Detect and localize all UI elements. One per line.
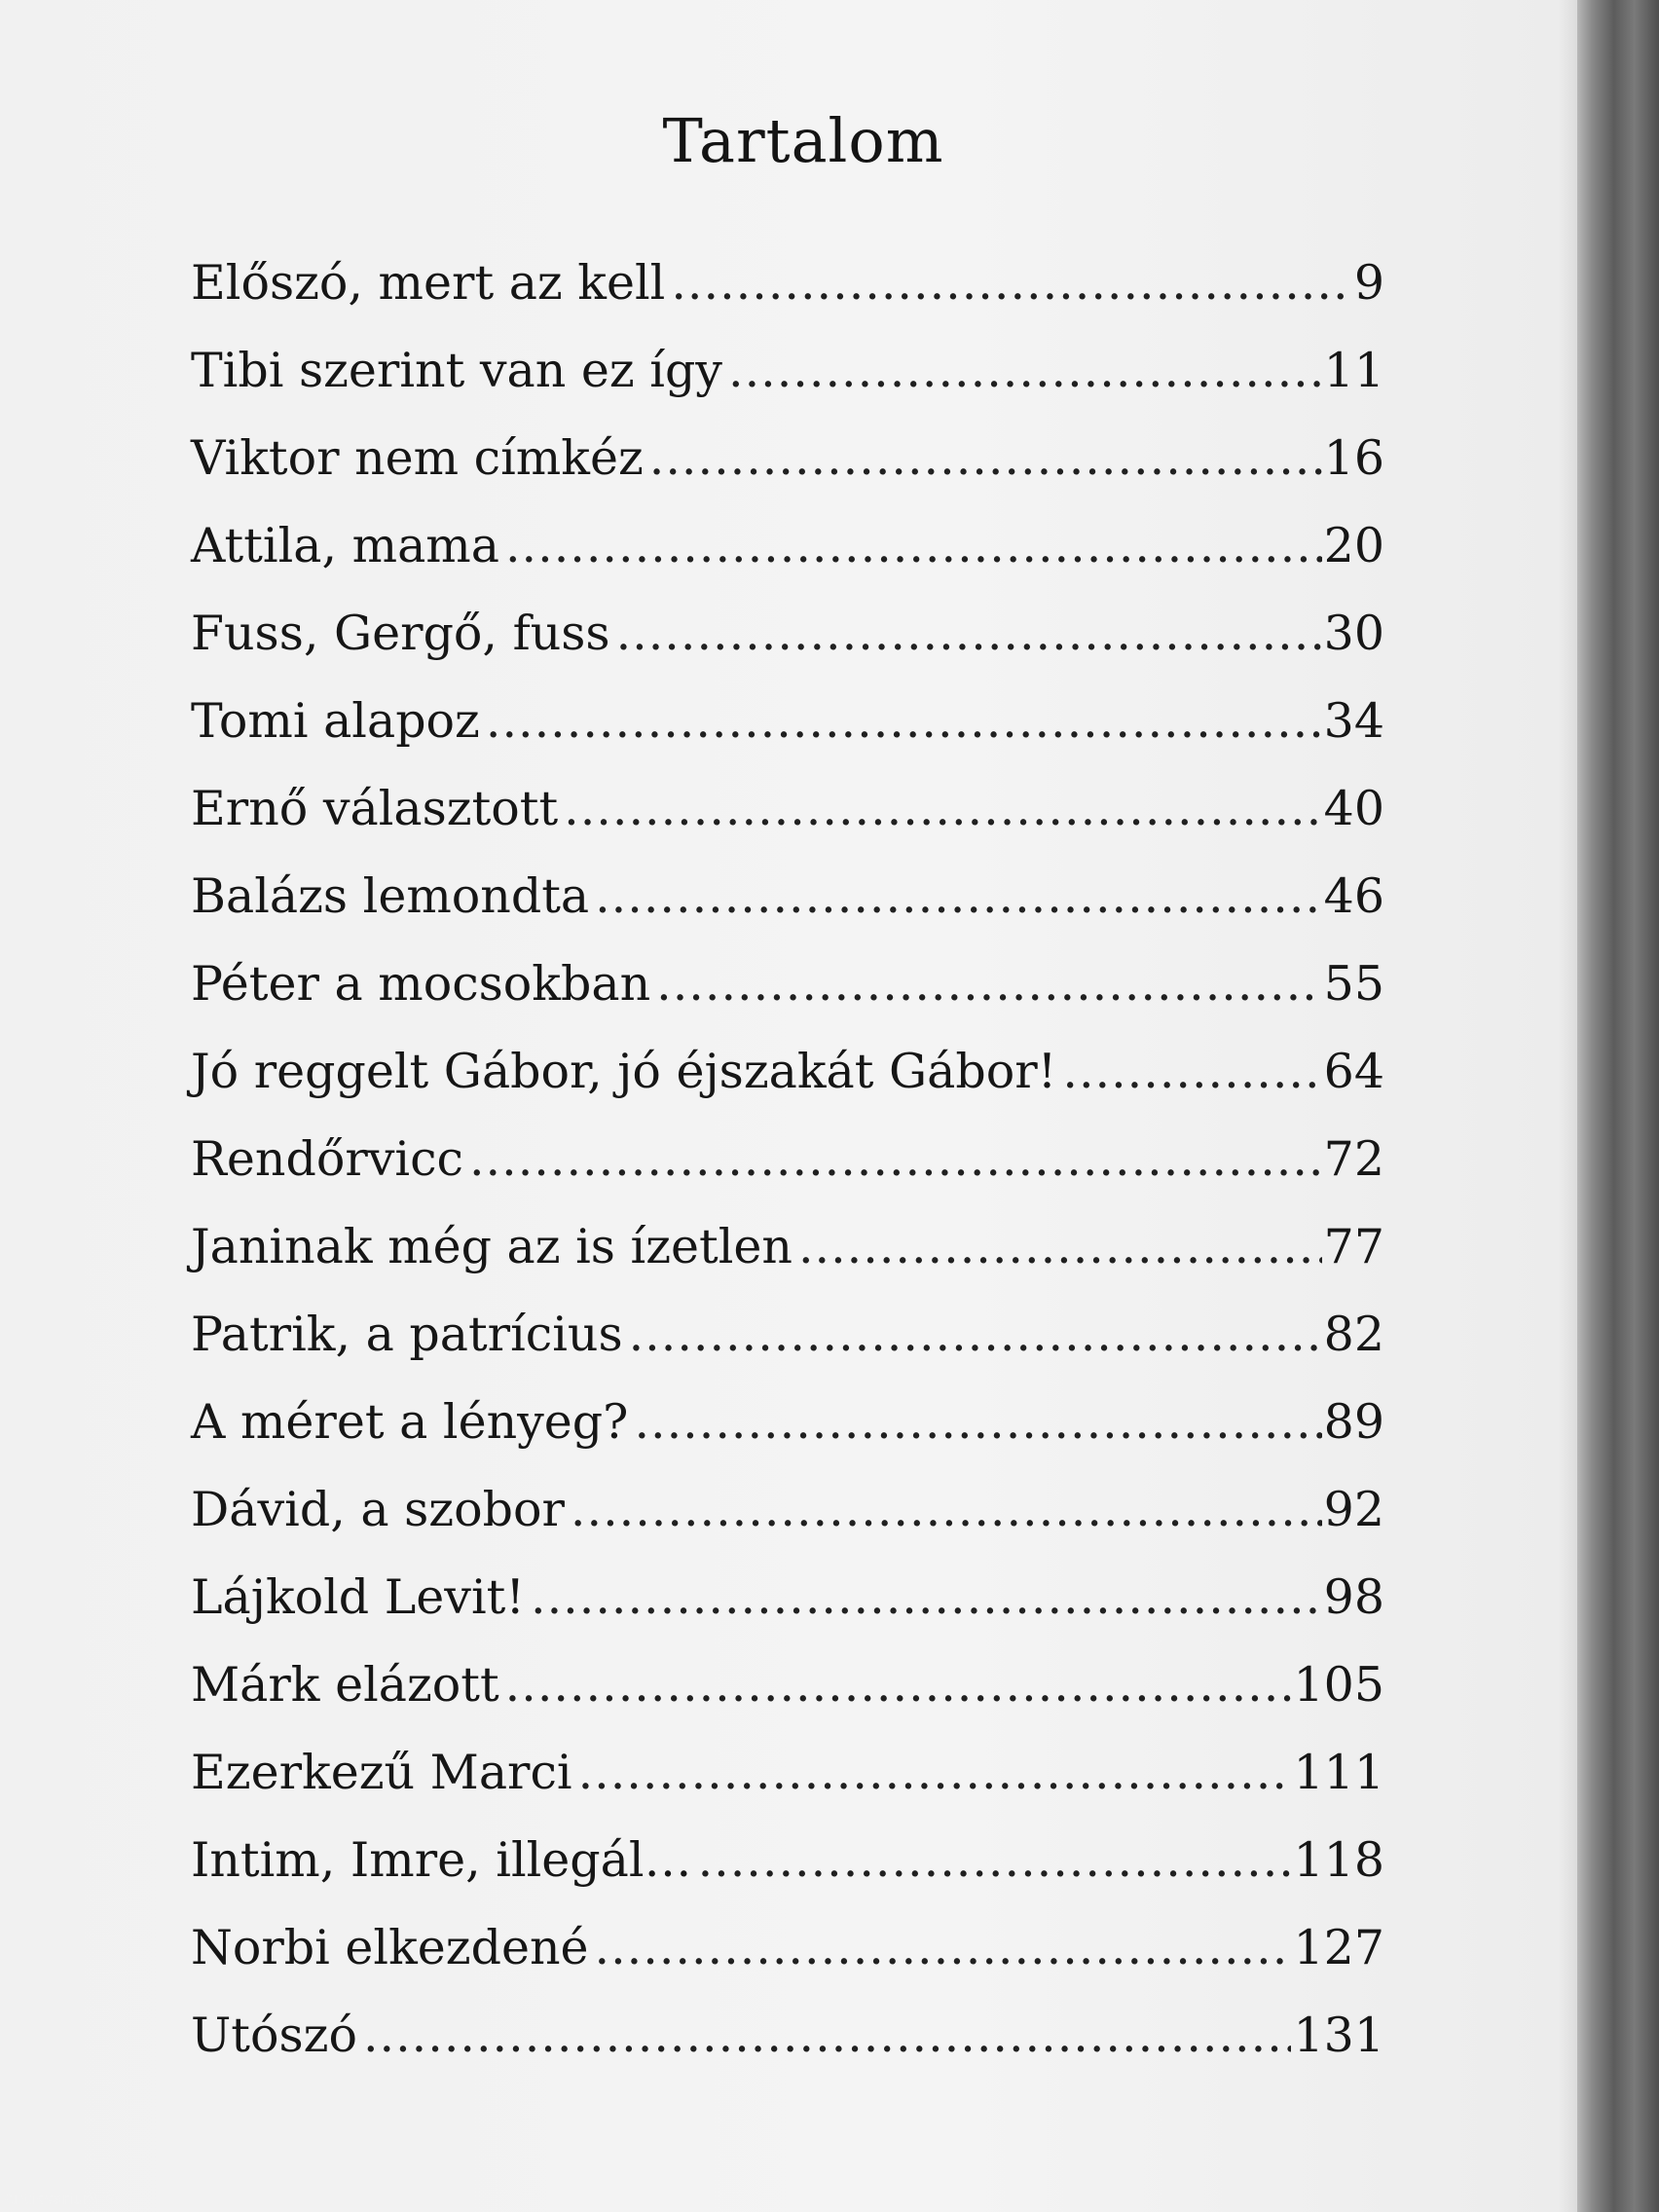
toc-entry-page: 11: [1323, 343, 1384, 398]
toc-entry-title: Fuss, Gergő, fuss: [191, 606, 610, 661]
toc-dot-leader: [728, 343, 1322, 398]
book-edge: [1577, 0, 1659, 2212]
toc-dot-leader: [571, 1482, 1322, 1537]
toc-entry-title: Ezerkezű Marci: [191, 1745, 572, 1800]
toc-dot-leader: [1062, 1044, 1321, 1099]
table-of-contents: [191, 255, 1384, 2095]
toc-dot-leader: [634, 1394, 1321, 1450]
toc-entry: [191, 606, 1384, 693]
toc-entry: [191, 1745, 1384, 1832]
toc-dot-leader: [363, 2008, 1292, 2063]
toc-entry-title: Előszó, mert az kell: [191, 255, 666, 311]
toc-entry-page: 9: [1353, 255, 1384, 311]
toc-dot-leader: [698, 1832, 1292, 1888]
toc-entry-title: Jó reggelt Gábor, jó éjszakát Gábor!: [191, 1044, 1057, 1099]
toc-entry-title: Balázs lemondta: [191, 868, 590, 924]
toc-entry-page: 118: [1293, 1832, 1384, 1888]
toc-entry-page: 30: [1323, 606, 1384, 661]
toc-entry: [191, 1482, 1384, 1569]
toc-entry: [191, 1394, 1384, 1482]
toc-dot-leader: [656, 956, 1322, 1012]
toc-entry-title: Norbi elkezdené: [191, 1920, 589, 1975]
toc-entry-page: 34: [1323, 693, 1384, 749]
toc-entry: [191, 956, 1384, 1044]
toc-dot-leader: [629, 1307, 1322, 1362]
toc-entry: [191, 255, 1384, 343]
toc-entry: [191, 1044, 1384, 1131]
toc-entry-page: 40: [1323, 781, 1384, 836]
toc-entry-page: 20: [1323, 518, 1384, 573]
toc-entry: [191, 1920, 1384, 2008]
toc-entry: [191, 693, 1384, 781]
toc-entry-page: 77: [1323, 1219, 1384, 1274]
toc-dot-leader: [578, 1745, 1292, 1800]
toc-dot-leader: [505, 518, 1322, 573]
toc-dot-leader: [469, 1131, 1322, 1187]
toc-entry-title: Janinak még az is ízetlen: [191, 1219, 793, 1274]
toc-entry: [191, 518, 1384, 606]
toc-entry-title: Intim, Imre, illegál…: [191, 1832, 692, 1888]
toc-dot-leader: [505, 1657, 1292, 1713]
toc-entry-page: 89: [1323, 1394, 1384, 1450]
toc-entry-page: 46: [1323, 868, 1384, 924]
toc-dot-leader: [531, 1569, 1322, 1625]
toc-entry-page: 64: [1323, 1044, 1384, 1099]
toc-entry-title: Patrik, a patrícius: [191, 1307, 623, 1362]
toc-entry-page: 127: [1293, 1920, 1384, 1975]
toc-entry: [191, 1219, 1384, 1307]
toc-entry-title: Lájkold Levit!: [191, 1569, 526, 1625]
toc-entry-page: 82: [1323, 1307, 1384, 1362]
toc-entry-page: 131: [1293, 2008, 1384, 2063]
toc-entry-title: Márk elázott: [191, 1657, 499, 1713]
toc-entry-title: Péter a mocsokban: [191, 956, 651, 1012]
toc-entry-page: 92: [1323, 1482, 1384, 1537]
toc-entry-title: Rendőrvicc: [191, 1131, 463, 1187]
toc-entry-title: Tibi szerint van ez így: [191, 343, 722, 398]
toc-entry-page: 111: [1293, 1745, 1384, 1800]
toc-entry: [191, 1569, 1384, 1657]
toc-dot-leader: [486, 693, 1322, 749]
toc-entry: [191, 1657, 1384, 1745]
toc-entry-title: Viktor nem címkéz: [191, 430, 644, 486]
toc-entry-title: Attila, mama: [191, 518, 499, 573]
toc-entry-title: Dávid, a szobor: [191, 1482, 565, 1537]
toc-dot-leader: [671, 255, 1344, 311]
toc-entry: [191, 1307, 1384, 1394]
toc-dot-leader: [798, 1219, 1322, 1274]
toc-entry: [191, 343, 1384, 430]
watermark: Antikvarium.hu: [4, 2190, 124, 2208]
toc-dot-leader: [649, 430, 1322, 486]
toc-entry: [191, 868, 1384, 956]
toc-dot-leader: [595, 868, 1322, 924]
toc-entry: [191, 1832, 1384, 1920]
toc-entry-page: 105: [1293, 1657, 1384, 1713]
toc-dot-leader: [616, 606, 1322, 661]
toc-entry: [191, 781, 1384, 868]
toc-entry-title: Utószó: [191, 2008, 357, 2063]
page-title: Tartalom: [662, 105, 944, 176]
toc-entry-title: A méret a lényeg?: [191, 1394, 629, 1450]
toc-dot-leader: [595, 1920, 1292, 1975]
toc-entry-page: 72: [1323, 1131, 1384, 1187]
toc-entry-title: Ernő választott: [191, 781, 559, 836]
toc-entry-page: 98: [1323, 1569, 1384, 1625]
toc-entry-page: 55: [1323, 956, 1384, 1012]
toc-dot-leader: [564, 781, 1321, 836]
toc-entry: [191, 2008, 1384, 2095]
toc-entry-page: 16: [1323, 430, 1384, 486]
toc-entry: [191, 430, 1384, 518]
toc-entry: [191, 1131, 1384, 1219]
toc-entry-title: Tomi alapoz: [191, 693, 480, 749]
